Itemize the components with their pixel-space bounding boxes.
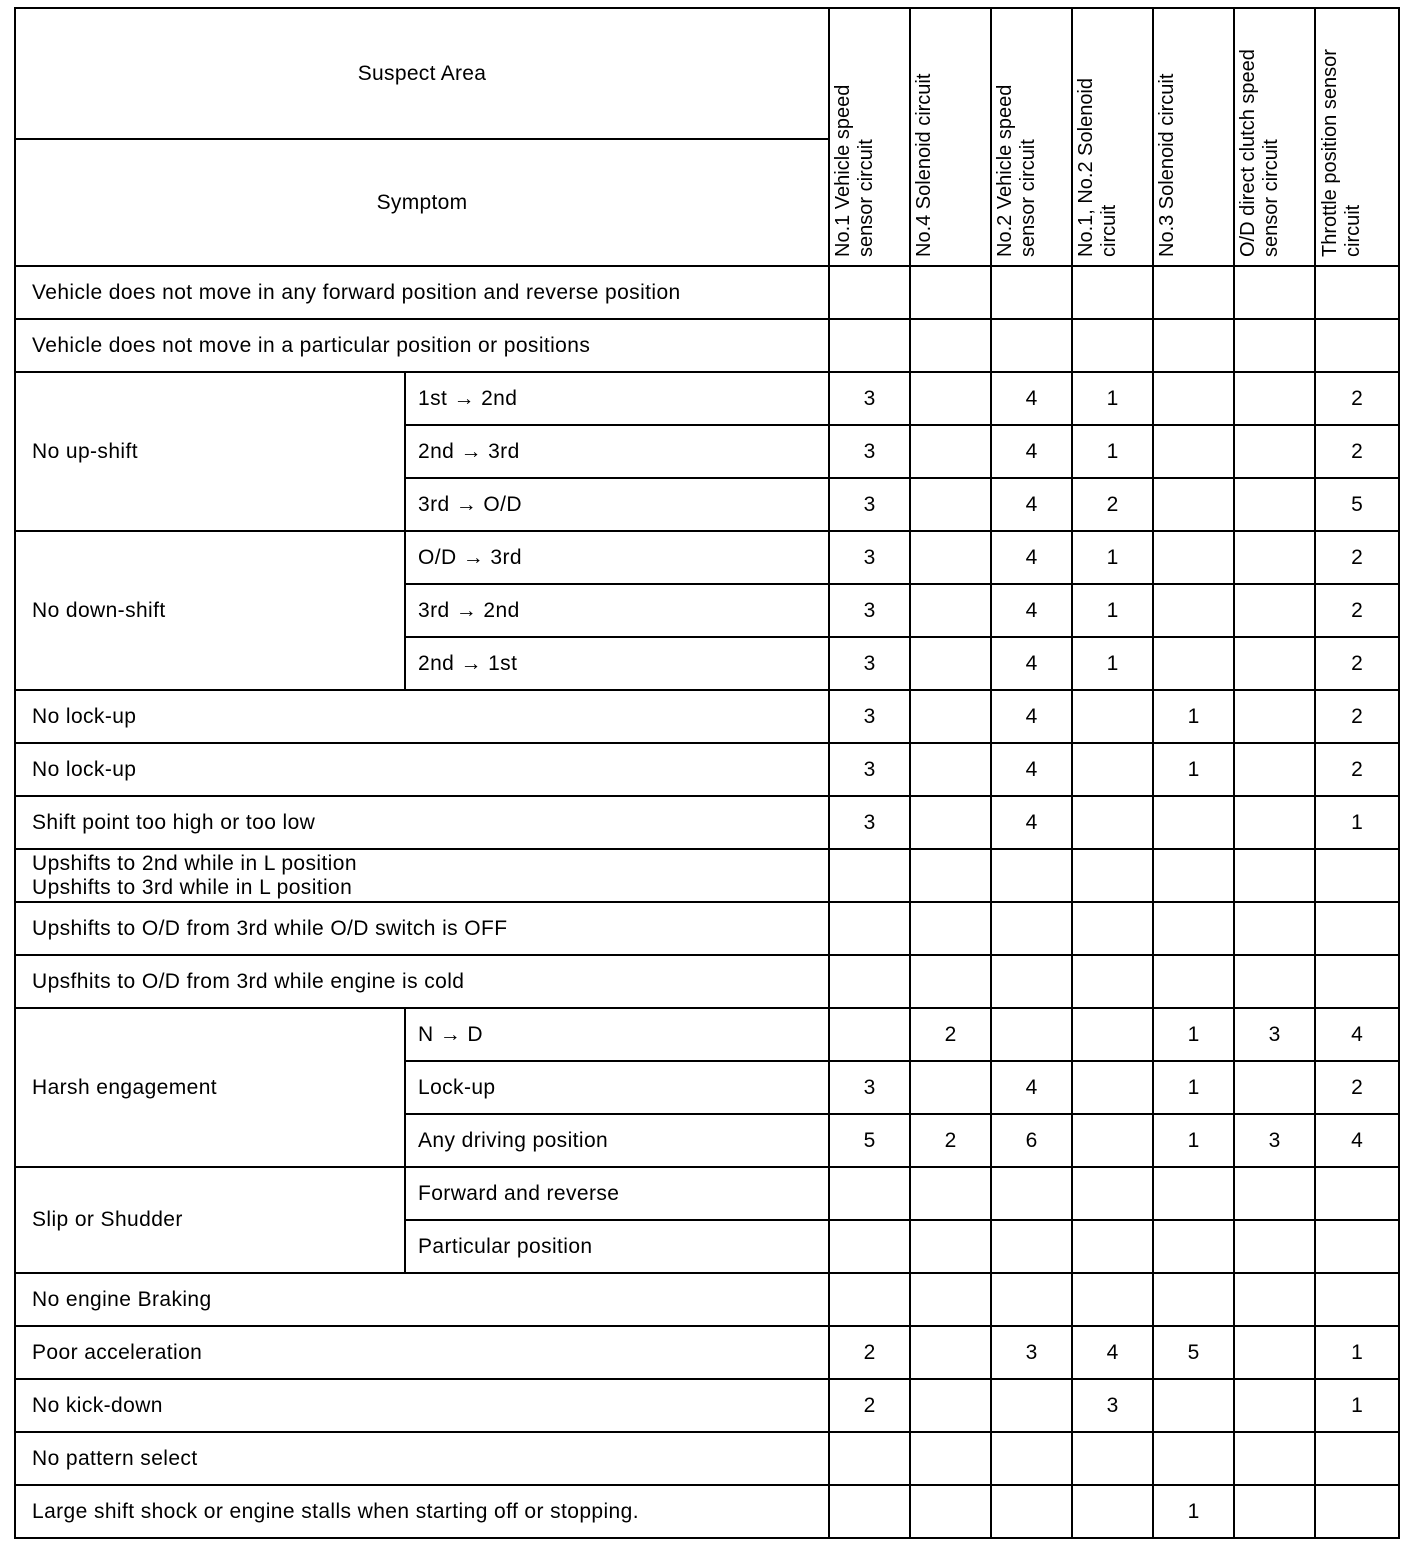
table-row [15,319,1399,372]
priority-value-cell: 4 [1072,1326,1153,1379]
priority-value-cell: 2 [1315,637,1399,690]
column-header [1315,8,1399,266]
priority-value-cell [1234,1432,1315,1485]
suspect-area-header: Suspect Area [15,8,829,139]
table-row [15,1167,1399,1220]
table-row [15,1485,1399,1538]
sub-condition-cell: 1st → 2nd [405,372,829,425]
priority-value-cell [1234,584,1315,637]
priority-value-cell [1072,1220,1153,1273]
sub-condition-cell: Particular position [405,1220,829,1273]
priority-value-cell: 3 [1234,1114,1315,1167]
priority-value-cell: 3 [829,372,910,425]
priority-value-cell [1072,743,1153,796]
priority-value-cell [1153,584,1234,637]
priority-value-cell [829,1008,910,1061]
priority-value-cell [910,1485,991,1538]
symptom-header: Symptom [15,139,829,266]
priority-value-cell: 1 [1072,372,1153,425]
priority-value-cell: 4 [1315,1114,1399,1167]
priority-value-cell [1234,690,1315,743]
priority-value-cell: 2 [1315,372,1399,425]
symptom-cell: No pattern select [15,1432,829,1485]
priority-value-cell [1315,902,1399,955]
priority-value-cell [1153,1167,1234,1220]
priority-value-cell [1234,425,1315,478]
priority-value-cell [1234,319,1315,372]
priority-value-cell: 5 [829,1114,910,1167]
priority-value-cell: 4 [991,425,1072,478]
priority-value-cell [991,955,1072,1008]
priority-value-cell: 3 [829,637,910,690]
symptom-cell: Slip or Shudder [15,1167,405,1273]
priority-value-cell: 1 [1315,796,1399,849]
priority-value-cell: 4 [991,584,1072,637]
priority-value-cell [1153,1432,1234,1485]
priority-value-cell [1153,902,1234,955]
priority-value-cell [991,1379,1072,1432]
priority-value-cell: 1 [1153,690,1234,743]
column-header-label: No.1, No.2 Solenoid circuit [1074,77,1120,257]
priority-value-cell: 1 [1315,1326,1399,1379]
priority-value-cell [1153,319,1234,372]
table-row [15,531,1399,584]
symptom-cell: Upshifts to O/D from 3rd while O/D switch is OFF [15,902,829,955]
priority-value-cell [1072,1114,1153,1167]
priority-value-cell [991,1220,1072,1273]
priority-value-cell: 2 [1315,425,1399,478]
priority-value-cell [1153,1273,1234,1326]
priority-value-cell [1072,690,1153,743]
priority-value-cell [1315,319,1399,372]
table-row [15,743,1399,796]
priority-value-cell [1153,266,1234,319]
priority-value-cell: 2 [1315,531,1399,584]
table-row [15,1008,1399,1061]
symptom-cell [15,849,829,902]
priority-value-cell [829,1167,910,1220]
priority-value-cell: 1 [1072,584,1153,637]
symptom-line: Upshifts to 3rd while in L position [32,875,353,899]
priority-value-cell [910,1326,991,1379]
priority-value-cell [1234,1379,1315,1432]
header-row-top [15,8,1399,139]
column-header-label: No.3 Solenoid circuit [1155,73,1178,257]
priority-value-cell [910,1220,991,1273]
symptom-cell: Vehicle does not move in a particular position or positions [15,319,829,372]
priority-value-cell [991,266,1072,319]
priority-value-cell: 2 [910,1114,991,1167]
table-body [15,8,1399,1538]
priority-value-cell [1234,849,1315,902]
sub-condition-cell: 3rd → 2nd [405,584,829,637]
priority-value-cell [829,1432,910,1485]
column-header-label: No.4 Solenoid circuit [912,73,935,257]
priority-value-cell [991,902,1072,955]
priority-value-cell [1072,955,1153,1008]
priority-value-cell [991,1273,1072,1326]
priority-value-cell: 6 [991,1114,1072,1167]
priority-value-cell: 4 [991,478,1072,531]
symptom-cell: Harsh engagement [15,1008,405,1167]
symptom-cell: No engine Braking [15,1273,829,1326]
priority-value-cell: 4 [991,690,1072,743]
sub-condition-cell: 2nd → 1st [405,637,829,690]
priority-value-cell: 3 [829,425,910,478]
priority-value-cell [1234,1485,1315,1538]
priority-value-cell [910,796,991,849]
priority-value-cell [910,902,991,955]
priority-value-cell: 2 [829,1379,910,1432]
priority-value-cell: 3 [829,1061,910,1114]
priority-value-cell [1234,1061,1315,1114]
sub-condition-cell: O/D → 3rd [405,531,829,584]
symptom-cell: Large shift shock or engine stalls when starting off or stopping. [15,1485,829,1538]
priority-value-cell [1315,1273,1399,1326]
priority-value-cell [1072,849,1153,902]
priority-value-cell [991,849,1072,902]
priority-value-cell [991,319,1072,372]
priority-value-cell: 1 [1072,425,1153,478]
table-row [15,690,1399,743]
priority-value-cell: 5 [1315,478,1399,531]
priority-value-cell [829,849,910,902]
priority-value-cell [1234,902,1315,955]
priority-value-cell [910,531,991,584]
priority-value-cell [1072,1008,1153,1061]
priority-value-cell [910,637,991,690]
priority-value-cell [829,1220,910,1273]
priority-value-cell [829,266,910,319]
priority-value-cell [829,1273,910,1326]
column-header [910,8,991,266]
priority-value-cell [1153,478,1234,531]
priority-value-cell [1153,531,1234,584]
priority-value-cell [1153,796,1234,849]
symptom-cell: No lock-up [15,690,829,743]
sub-condition-cell: Lock-up [405,1061,829,1114]
table-row [15,849,1399,902]
priority-value-cell [1072,1061,1153,1114]
priority-value-cell: 3 [829,584,910,637]
priority-value-cell [1072,1167,1153,1220]
priority-value-cell: 3 [829,531,910,584]
priority-value-cell [910,266,991,319]
sub-condition-cell: N → D [405,1008,829,1061]
priority-value-cell: 2 [829,1326,910,1379]
priority-value-cell [910,584,991,637]
priority-value-cell [910,372,991,425]
table-row [15,1379,1399,1432]
symptom-cell: No lock-up [15,743,829,796]
column-header-label: O/D direct clutch speed sensor circuit [1236,49,1282,257]
priority-value-cell [1072,796,1153,849]
priority-value-cell [991,1167,1072,1220]
column-header-label: No.1 Vehicle speed sensor circuit [831,84,877,257]
priority-value-cell [910,425,991,478]
priority-value-cell [1153,1379,1234,1432]
symptom-cell: Shift point too high or too low [15,796,829,849]
priority-value-cell [910,1061,991,1114]
priority-value-cell [991,1432,1072,1485]
priority-value-cell [1234,478,1315,531]
priority-value-cell [1234,637,1315,690]
priority-value-cell [991,1485,1072,1538]
table-row [15,902,1399,955]
column-header [1153,8,1234,266]
priority-value-cell: 2 [1315,1061,1399,1114]
priority-value-cell: 2 [1315,743,1399,796]
priority-value-cell [1234,743,1315,796]
priority-value-cell: 1 [1072,531,1153,584]
priority-value-cell [1234,1326,1315,1379]
priority-value-cell [910,1432,991,1485]
priority-value-cell [829,319,910,372]
priority-value-cell: 3 [829,796,910,849]
column-header [1234,8,1315,266]
priority-value-cell [1072,902,1153,955]
priority-value-cell: 4 [991,743,1072,796]
priority-value-cell: 2 [1315,690,1399,743]
table-row [15,955,1399,1008]
priority-value-cell: 2 [910,1008,991,1061]
priority-value-cell: 1 [1072,637,1153,690]
priority-value-cell: 4 [991,637,1072,690]
priority-value-cell [1315,1220,1399,1273]
symptom-cell: Vehicle does not move in any forward position and reverse position [15,266,829,319]
priority-value-cell: 1 [1153,1114,1234,1167]
priority-value-cell [1315,849,1399,902]
priority-value-cell [910,849,991,902]
priority-value-cell [910,1379,991,1432]
column-header-label: No.2 Vehicle speed sensor circuit [993,84,1039,257]
priority-value-cell: 5 [1153,1326,1234,1379]
priority-value-cell: 1 [1153,1008,1234,1061]
symptom-cell: No up-shift [15,372,405,531]
priority-value-cell [910,478,991,531]
table-row [15,266,1399,319]
column-header [829,8,910,266]
priority-value-cell [910,319,991,372]
priority-value-cell: 4 [991,372,1072,425]
priority-value-cell [1072,319,1153,372]
priority-value-cell: 1 [1153,1485,1234,1538]
priority-value-cell [1315,1167,1399,1220]
column-header [1072,8,1153,266]
priority-value-cell [991,1008,1072,1061]
symptom-cell: Upsfhits to O/D from 3rd while engine is cold [15,955,829,1008]
priority-value-cell: 2 [1315,584,1399,637]
priority-value-cell: 4 [991,531,1072,584]
priority-value-cell [1315,1485,1399,1538]
priority-value-cell [1153,955,1234,1008]
symptom-cell: No down-shift [15,531,405,690]
column-header [991,8,1072,266]
sub-condition-cell: Any driving position [405,1114,829,1167]
priority-value-cell: 2 [1072,478,1153,531]
priority-value-cell: 3 [991,1326,1072,1379]
sub-condition-cell: 3rd → O/D [405,478,829,531]
priority-value-cell: 4 [1315,1008,1399,1061]
priority-value-cell [1315,1432,1399,1485]
priority-value-cell [1234,796,1315,849]
priority-value-cell [1234,372,1315,425]
priority-value-cell: 1 [1153,1061,1234,1114]
priority-value-cell [1153,425,1234,478]
priority-value-cell [1153,372,1234,425]
priority-value-cell [1072,1485,1153,1538]
priority-value-cell [1234,266,1315,319]
priority-value-cell [1234,531,1315,584]
priority-value-cell: 1 [1153,743,1234,796]
priority-value-cell [1315,266,1399,319]
priority-value-cell [910,955,991,1008]
priority-value-cell [1234,1273,1315,1326]
column-header-label: Throttle position sensor circuit [1319,49,1365,257]
priority-value-cell [910,1167,991,1220]
priority-value-cell [1315,955,1399,1008]
table-row [15,1273,1399,1326]
priority-value-cell: 3 [1072,1379,1153,1432]
priority-value-cell [1072,1273,1153,1326]
sub-condition-cell: 2nd → 3rd [405,425,829,478]
priority-value-cell [1234,955,1315,1008]
table-row [15,1326,1399,1379]
priority-value-cell [829,955,910,1008]
priority-value-cell: 3 [1234,1008,1315,1061]
symptom-cell: Poor acceleration [15,1326,829,1379]
priority-value-cell [1072,1432,1153,1485]
priority-value-cell [1153,849,1234,902]
priority-value-cell [1072,266,1153,319]
priority-value-cell [829,902,910,955]
priority-value-cell [910,743,991,796]
priority-value-cell: 1 [1315,1379,1399,1432]
priority-value-cell [1153,1220,1234,1273]
symptom-line: Upshifts to 2nd while in L position [32,851,357,875]
priority-value-cell: 3 [829,743,910,796]
table-row [15,372,1399,425]
priority-value-cell: 4 [991,796,1072,849]
table-row [15,796,1399,849]
diagnosis-table [14,7,1400,1539]
table-row [15,1432,1399,1485]
priority-value-cell [829,1485,910,1538]
priority-value-cell [1153,637,1234,690]
priority-value-cell: 3 [829,478,910,531]
symptom-cell: No kick-down [15,1379,829,1432]
priority-value-cell: 4 [991,1061,1072,1114]
sub-condition-cell: Forward and reverse [405,1167,829,1220]
priority-value-cell [1234,1220,1315,1273]
priority-value-cell [910,690,991,743]
priority-value-cell: 3 [829,690,910,743]
priority-value-cell [1234,1167,1315,1220]
priority-value-cell [910,1273,991,1326]
